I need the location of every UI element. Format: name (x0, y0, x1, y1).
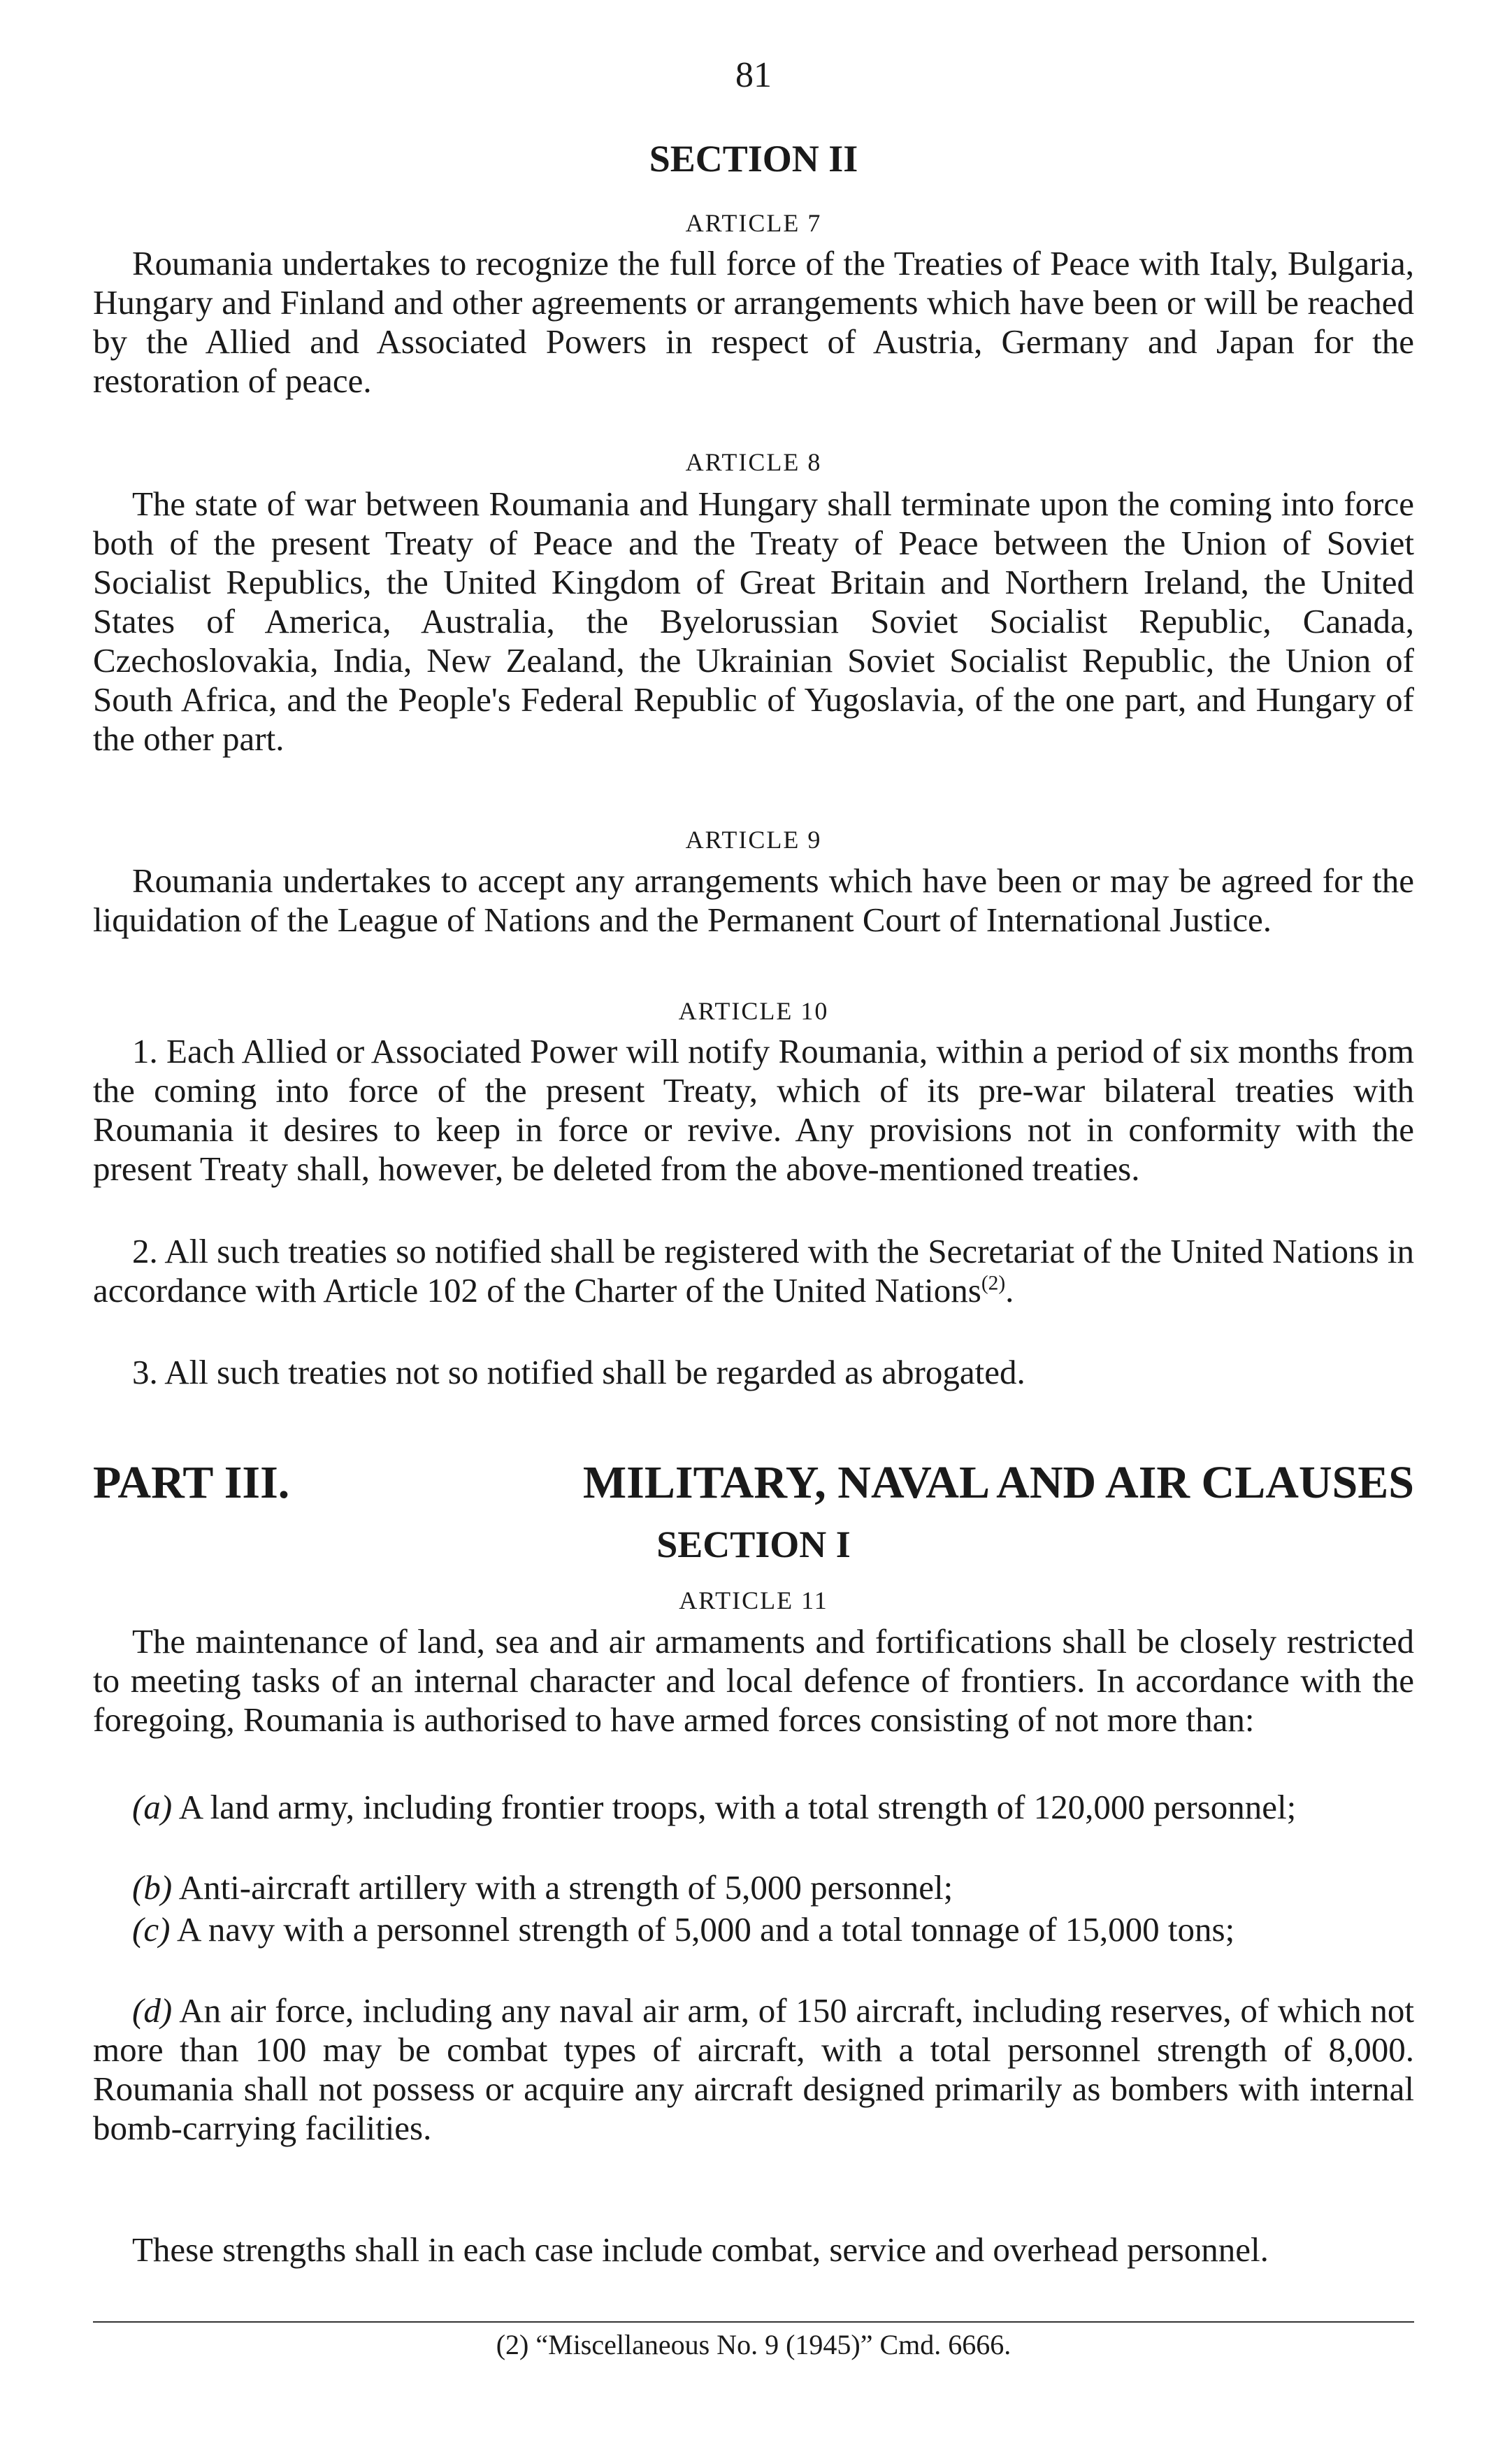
article-11-intro: The maintenance of land, sea and air armaments and fortifications shall be closely restricted to meeting tasks of an internal character and local defence of frontiers. In accordance with the foregoing, Roumania is authorised to have armed forces consisting of not more than: (93, 1622, 1414, 1739)
article-11-item-a (93, 1788, 1414, 1827)
article-7-text: Roumania undertakes to recognize the full force of the Treaties of Peace with Italy, Bulgaria, Hungary and Finland and other agreements or arrangements which have been or will be reached by the Allied and Associated Powers in respect of Austria, Germany and Japan for the restoration of peace. (93, 244, 1414, 400)
article-10-paragraph-1: 1. Each Allied or Associated Power will notify Roumania, within a period of six months from the coming into force of the present Treaty, which of its pre-war bilateral treaties with Roumania it desires to keep in force or revive. Any provisions not in conformity with the present Treaty shall, however, be deleted from the above-mentioned treaties. (93, 1032, 1414, 1188)
article-8-title: ARTICLE 8 (685, 448, 822, 476)
footnote-marker: (2) (496, 2329, 529, 2360)
article-10-paragraph-3: 3. All such treaties not so notified shall be regarded as abrogated. (132, 1353, 1025, 1391)
footnote-reference: (2) (981, 1272, 1006, 1295)
article-9-text: Roumania undertakes to accept any arrangements which have been or may be agreed for the liquidation of the League of Nations and the Permanent Court of International Justice. (93, 861, 1414, 939)
page-number: 81 (735, 55, 772, 95)
item-c-text: A navy with a personnel strength of 5,000 and a total tonnage of 15,000 tons; (176, 1910, 1235, 1949)
item-c-label: (c) (132, 1910, 171, 1949)
footnote-divider (93, 2321, 1414, 2323)
footnote (93, 2328, 1414, 2361)
article-11-item-c (93, 1910, 1414, 1949)
article-10-paragraph-2 (93, 1232, 1414, 1310)
item-a-label: (a) (132, 1788, 173, 1826)
article-11-item-d (93, 1991, 1414, 2148)
item-a-text: A land army, including frontier troops, with a total strength of 120,000 personnel; (178, 1788, 1297, 1826)
part-iii-heading (93, 1456, 1414, 1510)
article-10-title: ARTICLE 10 (678, 997, 829, 1025)
item-b-text: Anti-aircraft artillery with a strength of 5,000 personnel; (178, 1868, 953, 1907)
item-d-label: (d) (132, 1991, 173, 2030)
section-i-title: SECTION I (656, 1523, 851, 1565)
article-11-closing: These strengths shall in each case include combat, service and overhead personnel. (132, 2230, 1269, 2269)
article-11-item-b (93, 1868, 1414, 1907)
article-11-title: ARTICLE 11 (679, 1586, 828, 1614)
article-7-title: ARTICLE 7 (685, 209, 822, 237)
article-9-title: ARTICLE 9 (685, 826, 822, 854)
item-b-label: (b) (132, 1868, 173, 1907)
article-10-paragraph-2-end: . (1005, 1271, 1014, 1310)
footnote-text: “Miscellaneous No. 9 (1945)” Cmd. 6666. (535, 2329, 1011, 2360)
article-8-text: The state of war between Roumania and Hungary shall terminate upon the coming into force both of the present Treaty of Peace and the Treaty of Peace between the Union of Soviet Socialist Republics, the United Kingdom of Great Britain and Northern Ireland, the United States of America, Australia, the Byelorussian Soviet Socialist Republic, Canada, Czechoslovakia, India, New Zealand, the Ukrainian Soviet Socialist Republic, the Union of South Africa, and the People's Federal Republic of Yugoslavia, of the one part, and Hungary of the other part. (93, 485, 1414, 758)
article-10-paragraph-2-text: 2. All such treaties so notified shall be registered with the Secretariat of the United Nations in accordance with Article 102 of the Charter of the United Nations (93, 1232, 1414, 1310)
part-iii-title: MILITARY, NAVAL AND AIR CLAUSES (582, 1457, 1414, 1508)
section-ii-title: SECTION II (649, 138, 858, 180)
part-iii-label: PART III. (93, 1457, 290, 1508)
item-d-text: An air force, including any naval air arm, of 150 aircraft, including reserves, of which not more than 100 may be combat types of aircraft, with a total personnel strength of 8,000. Roumania shall not possess or acquire any aircraft designed primarily as bombers with internal bomb-carrying facilities. (93, 1991, 1415, 2147)
